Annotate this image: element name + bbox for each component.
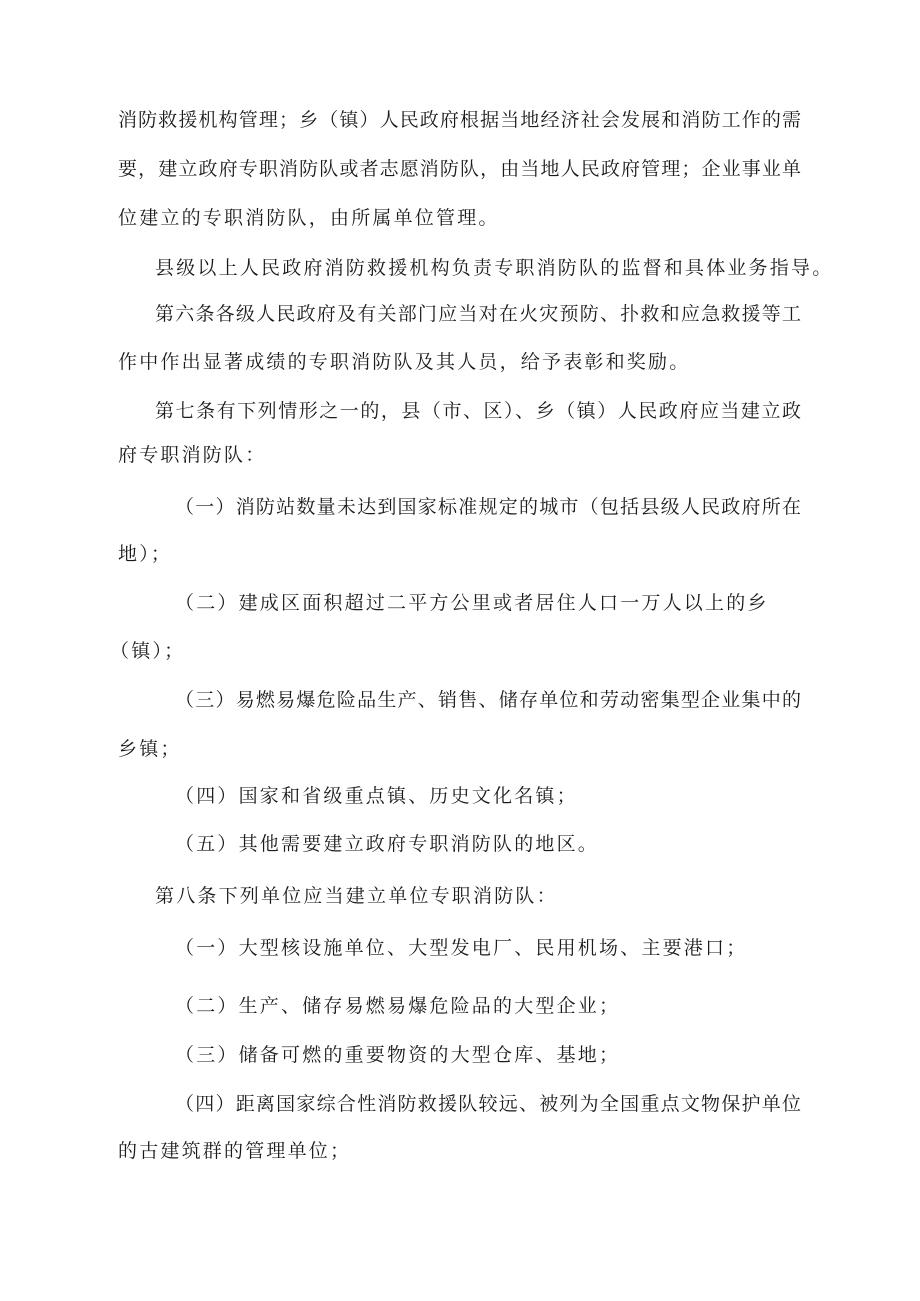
text-line: （四）距离国家综合性消防救援队较远、被列为全国重点文物保护单位 bbox=[175, 1093, 801, 1115]
text-line: 县级以上人民政府消防救援机构负责专职消防队的监督和具体业务指导。 bbox=[155, 257, 834, 279]
text-line: 乡镇； bbox=[118, 738, 182, 760]
text-line: 第八条下列单位应当建立单位专职消防队： bbox=[155, 885, 558, 907]
text-line: （四）国家和省级重点镇、历史文化名镇； bbox=[175, 785, 578, 807]
text-line: （一）消防站数量未达到国家标准规定的城市（包括县级人民政府所在 bbox=[175, 496, 801, 518]
text-line: （一）大型核设施单位、大型发电厂、民用机场、主要港口； bbox=[175, 937, 748, 959]
text-line: 府专职消防队： bbox=[118, 444, 267, 466]
text-line: （五）其他需要建立政府专职消防队的地区。 bbox=[175, 833, 600, 855]
text-line: 的古建筑群的管理单位； bbox=[118, 1140, 352, 1162]
text-line: 消防救援机构管理；乡（镇）人民政府根据当地经济社会发展和消防工作的需 bbox=[118, 109, 801, 131]
text-line: （镇）； bbox=[110, 640, 186, 662]
text-line: 作中作出显著成绩的专职消防队及其人员，给予表彰和奖励。 bbox=[118, 351, 691, 373]
text-line: （三）易燃易爆危险品生产、销售、储存单位和劳动密集型企业集中的 bbox=[175, 689, 801, 711]
text-line: （二）生产、储存易燃易爆危险品的大型企业； bbox=[175, 995, 621, 1017]
text-line: （二）建成区面积超过二平方公里或者居住人口一万人以上的乡 bbox=[175, 592, 769, 614]
text-line: 第六条各级人民政府及有关部门应当对在火灾预防、扑救和应急救援等工 bbox=[155, 303, 801, 325]
text-line: 要，建立政府专职消防队或者志愿消防队，由当地人民政府管理；企业事业单 bbox=[118, 158, 801, 180]
text-line: （三）储备可燃的重要物资的大型仓库、基地； bbox=[175, 1044, 621, 1066]
text-line: 第七条有下列情形之一的，县（市、区）、乡（镇）人民政府应当建立政 bbox=[155, 400, 801, 422]
text-line: 地）； bbox=[118, 543, 173, 565]
text-line: 位建立的专职消防队，由所属单位管理。 bbox=[118, 207, 500, 229]
